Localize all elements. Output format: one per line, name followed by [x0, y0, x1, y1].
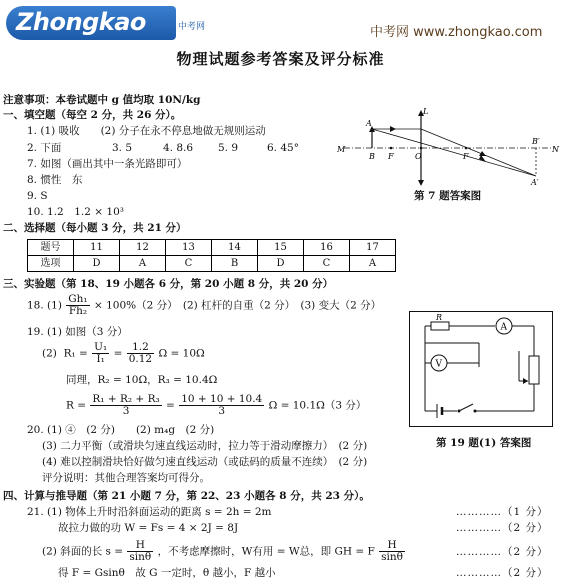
fraction-denominator: 0.12 — [128, 353, 153, 365]
r-label: R = — [66, 399, 87, 412]
answer-20-1: 20. (1) ④ (2 分) (2) m₄g (2 分) — [27, 424, 215, 436]
label-L: L — [423, 107, 429, 116]
fraction-numerator: H — [127, 540, 153, 552]
ammeter-label: A — [500, 322, 507, 333]
fraction-numerator: R₁ + R₂ + R₃ — [92, 393, 160, 405]
label-O: O — [415, 152, 422, 161]
table-cell: 17 — [350, 240, 396, 256]
answer-21-4: 得 F = Gsinθ 故 G 一定时，θ 越小，F 越小 — [58, 567, 276, 579]
fraction-denominator: sinθ — [129, 551, 152, 563]
answer-20-2: (3) 二力平衡（或滑块匀速直线运动时，拉力等于滑动摩擦力） (2 分) — [42, 440, 368, 452]
avg-values — [179, 394, 264, 417]
table-cell: B — [212, 256, 258, 272]
logo-cn-text: 中考网 — [178, 22, 206, 32]
answer-19-2-label: (2) — [42, 347, 57, 360]
answer-7: 7. 如图（画出其中一条光路即可） — [27, 158, 188, 170]
score-21-2: …………（2 分） — [456, 522, 549, 534]
table-row — [28, 240, 396, 256]
answer-20-3: (4) 难以控制滑块恰好做匀速直线运动（或砝码的质量不连续） (2 分) — [42, 456, 368, 468]
section-2-heading: 二、选择题（每小题 3 分，共 21 分） — [3, 222, 187, 234]
note: 注意事项：本卷试题中 g 值均取 10N/kg — [3, 94, 201, 106]
answer-18-label: 18. (1) — [27, 299, 62, 312]
voltmeter-label: V — [435, 359, 442, 370]
table-cell: C — [166, 256, 212, 272]
page-title: 物理试题参考答案及评分标准 — [176, 50, 385, 68]
answer-8: 8. 惯性 东 — [27, 174, 83, 186]
label-F2: F — [463, 152, 469, 161]
answer-1: 1. (1) 吸收 (2) 分子在永不停息地做无规则运动 — [27, 125, 266, 137]
avg-formula — [90, 394, 161, 417]
table-row — [28, 256, 396, 272]
equals: = — [113, 347, 123, 360]
r-result: Ω = 10.1Ω（3 分） — [268, 399, 367, 412]
slope-length-label: (2) 斜面的长 s = — [42, 545, 124, 558]
label-B: B — [369, 152, 375, 161]
answer-19-2 — [42, 342, 205, 365]
equals: = — [166, 399, 175, 412]
answer-18-rest: × 100%（2 分） (2) 杠杆的自重（2 分） (3) 变大（2 分） — [93, 299, 382, 312]
section-4-heading: 四、计算与推导题（第 21 小题 7 分，第 22、23 小题各 8 分，共 23 分）。 — [3, 490, 370, 502]
table-cell: 13 — [166, 240, 212, 256]
label-N: N — [552, 145, 559, 154]
answer-19-1: 19. (1) 如图（3 分） — [27, 326, 128, 338]
site-url[interactable]: 中考网 www.zhongkao.com — [370, 25, 543, 40]
h-over-sin — [127, 540, 153, 563]
table-cell: 16 — [304, 240, 350, 256]
answer-10: 10. 1.2 1.2 × 10³ — [27, 206, 124, 218]
resistor-label: R — [436, 313, 443, 322]
table-cell: A — [350, 256, 396, 272]
answer-21-1: 21. (1) 物体上升时沿斜面运动的距离 s = 2h = 2m — [27, 506, 272, 518]
label-F1: F — [388, 152, 394, 161]
r1-result: Ω = 10Ω — [158, 347, 205, 360]
fraction-denominator: Fh₂ — [68, 305, 88, 317]
table-cell: 14 — [212, 240, 258, 256]
efficiency-fraction — [66, 294, 89, 317]
table-cell: A — [120, 256, 166, 272]
table-cell: D — [258, 256, 304, 272]
table-cell: C — [304, 256, 350, 272]
label-A-prime: A′ — [531, 178, 539, 186]
label-A: A — [366, 119, 372, 128]
figure-7-caption: 第 7 题答案图 — [414, 190, 482, 202]
answer-9: 9. S — [27, 190, 48, 202]
answer-2: 2. 下面 — [27, 142, 62, 154]
value-fraction — [127, 342, 154, 365]
fraction-numerator: Gh₁ — [68, 293, 88, 305]
score-21-1: …………（1 分） — [456, 506, 549, 518]
answer-18 — [27, 294, 381, 317]
answer-20-note: 评分说明：其他合理答案均可得分。 — [42, 472, 210, 484]
answer-table — [27, 239, 396, 272]
fraction-denominator: 3 — [218, 405, 226, 417]
table-cell: D — [74, 256, 120, 272]
answer-19-3: 同理，R₂ = 10Ω，R₃ = 10.4Ω — [66, 374, 218, 386]
figure-19-caption: 第 19 题(1) 答案图 — [436, 437, 532, 449]
score-21-3: …………（2 分） — [456, 546, 549, 558]
answer-21-2: 故拉力做的功 W = Fs = 4 × 2J = 8J — [58, 522, 239, 534]
answer-5: 5. 9 — [218, 142, 239, 154]
fraction-numerator: 10 + 10 + 10.4 — [181, 393, 263, 405]
score-21-4: …………（2 分） — [456, 567, 549, 579]
table-cell: 11 — [74, 240, 120, 256]
label-M: M — [337, 145, 346, 154]
answer-21-3 — [42, 540, 406, 563]
answer-6: 6. 45° — [267, 142, 299, 154]
table-cell: 15 — [258, 240, 304, 256]
figure-7-diagram — [336, 104, 561, 186]
fraction-numerator: U₁ — [94, 341, 108, 353]
logo-text: Zhongkao — [16, 8, 146, 36]
u1-over-i1 — [92, 342, 109, 365]
table-cell: 题号 — [28, 240, 74, 256]
section-3-heading: 三、实验题（第 18、19 小题各 6 分，第 20 小题 8 分，共 20 分） — [3, 278, 334, 290]
fraction-numerator: 1.2 — [127, 342, 154, 354]
section-1-heading: 一、填空题（每空 2 分，共 26 分）。 — [3, 109, 182, 121]
answer-4: 4. 8.6 — [163, 142, 194, 154]
fraction-numerator: H — [379, 540, 405, 552]
r1-label: R₁ = — [63, 347, 88, 360]
table-cell: 选项 — [28, 256, 74, 272]
fraction-denominator: 3 — [122, 405, 130, 417]
fraction-denominator: sinθ — [381, 551, 403, 563]
fraction-denominator: I₁ — [96, 353, 105, 365]
work-equation: ，不考虑摩擦时，W有用 = W总，即 GH = F — [157, 545, 375, 558]
answer-3: 3. 5 — [112, 142, 133, 154]
answer-19-4 — [66, 394, 366, 417]
label-B-prime: B′ — [532, 137, 540, 146]
table-cell: 12 — [120, 240, 166, 256]
figure-19-circuit — [409, 311, 553, 427]
h-over-sin-2 — [379, 540, 405, 563]
